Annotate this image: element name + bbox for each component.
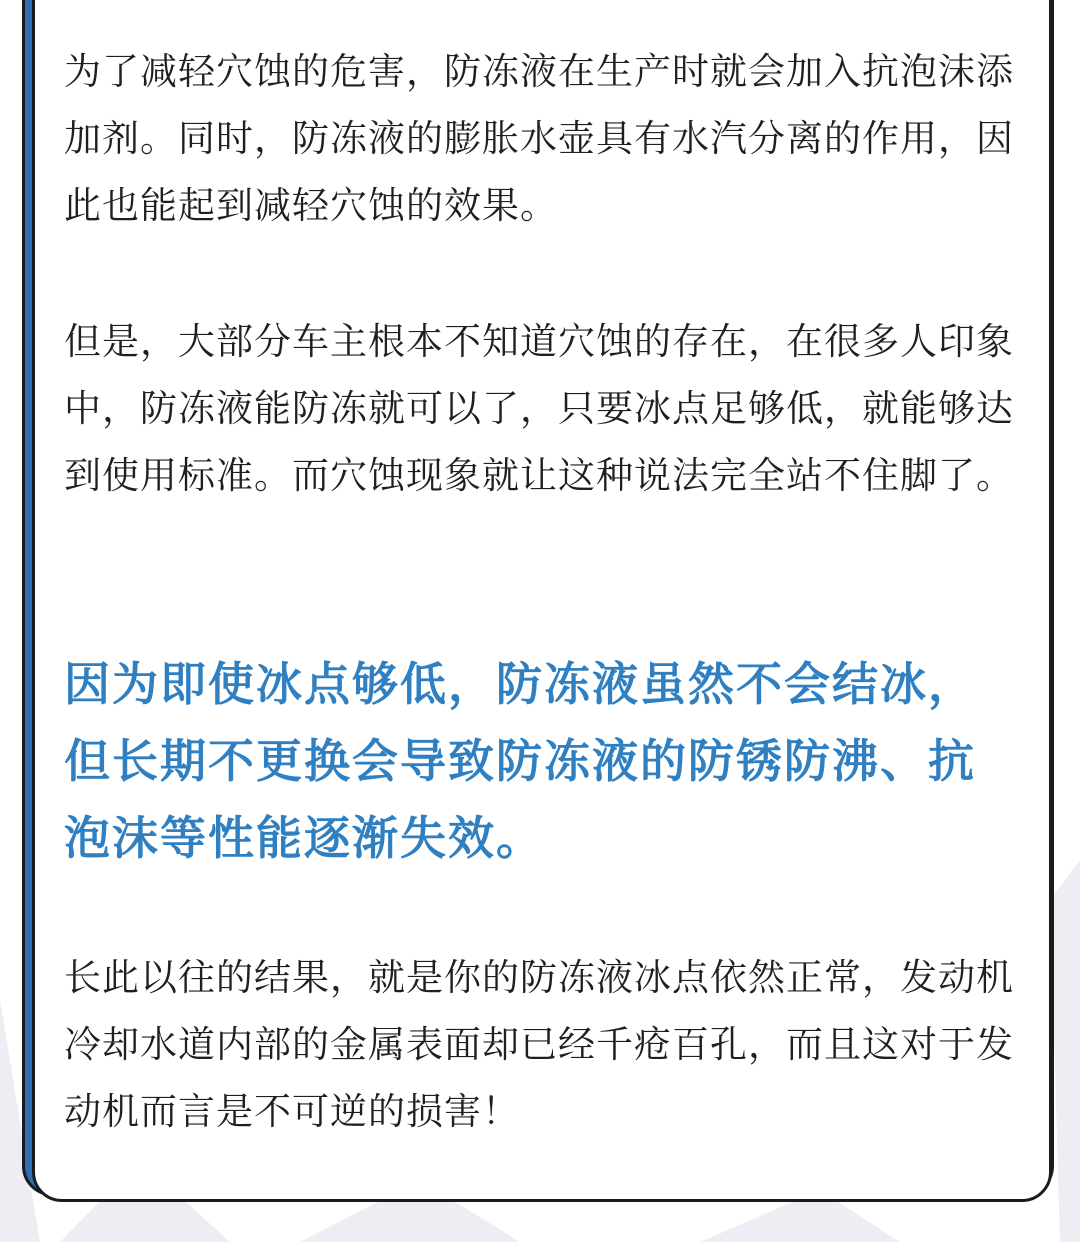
paragraph-consequence: 长此以往的结果，就是你的防冻液冰点依然正常，发动机冷却水道内部的金属表面却已经千疮百孔，而且这对于发动机而言是不可逆的损害！ (64, 956, 1014, 1133)
paragraph-owner-misconception: 但是，大部分车主根本不知道穴蚀的存在，在很多人印象中，防冻液能防冻就可以了，只要冰点足够低，就能够达到使用标准。而穴蚀现象就让这种说法完全站不住脚了。 (64, 320, 1014, 497)
highlight-statement: 因为即使冰点够低，防冻液虽然不会结冰，但长期不更换会导致防冻液的防锈防沸、抗泡沫等性能逐渐失效。 (64, 657, 976, 865)
paragraph-cavitation-mitigation: 为了减轻穴蚀的危害，防冻液在生产时就会加入抗泡沫添加剂。同时，防冻液的膨胀水壶具有水汽分离的作用，因此也能起到减轻穴蚀的效果。 (64, 50, 1014, 227)
